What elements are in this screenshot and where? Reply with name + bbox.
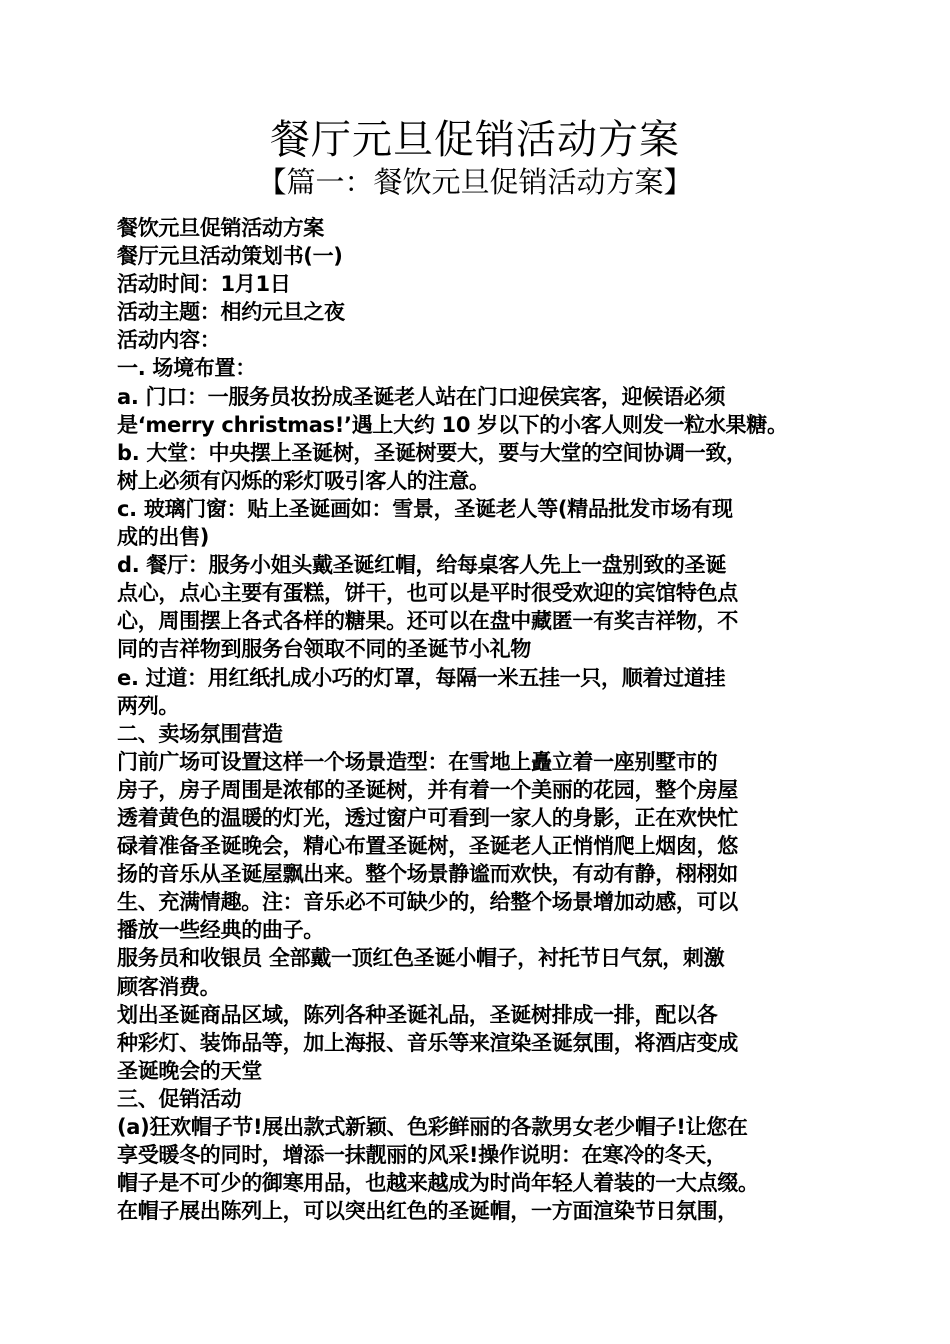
body-line: 树上必须有闪烁的彩灯吸引客人的注意。 — [117, 468, 490, 493]
body-line: d. 餐厅：服务小姐头戴圣诞红帽，给每桌客人先上一盘别致的圣诞 — [117, 553, 727, 578]
body-line: 圣诞晚会的天堂 — [117, 1058, 262, 1083]
document-body — [117, 214, 847, 1225]
body-line: 透着黄色的温暖的灯光，透过窗户可看到一家人的身影，正在欢快忙 — [117, 805, 738, 830]
body-line: 餐饮元旦促销活动方案 — [117, 216, 324, 240]
body-line: 是‘merry christmas!’遇上大约 10 岁以下的小客人则发一粒水果糖。 — [117, 412, 788, 437]
body-line: 二、卖场氛围营造 — [117, 721, 283, 746]
body-line: 活动内容： — [117, 328, 221, 353]
document-subtitle: 【篇一：餐饮元旦促销活动方案】 — [257, 165, 693, 199]
body-line: 生、充满情趣。注：音乐必不可缺少的，给整个场景增加动感，可以 — [117, 890, 738, 915]
body-line: a. 门口：一服务员妆扮成圣诞老人站在门口迎侯宾客，迎候语必须 — [117, 384, 726, 409]
body-line: 餐厅元旦活动策划书(一) — [117, 244, 343, 269]
body-line: 扬的音乐从圣诞屋飘出来。整个场景静谧而欢快，有动有静，栩栩如 — [117, 862, 738, 887]
body-line: 成的出售) — [117, 525, 210, 550]
document-title: 餐厅元旦促销活动方案 — [270, 117, 680, 163]
body-line: 享受暖冬的同时，增添一抹靓丽的风采!操作说明：在寒冷的冬天， — [117, 1143, 727, 1168]
body-line: 一. 场境布置： — [117, 356, 256, 381]
body-line: 活动时间：1月1日 — [117, 272, 291, 297]
body-line: 种彩灯、装饰品等，加上海报、音乐等来渲染圣诞氛围，将酒店变成 — [117, 1030, 738, 1055]
body-line: 碌着准备圣诞晚会，精心布置圣诞树，圣诞老人正悄悄爬上烟囱，悠 — [117, 834, 738, 859]
body-line: 在帽子展出陈列上，可以突出红色的圣诞帽，一方面渲染节日氛围， — [117, 1199, 738, 1224]
body-line: 三、促销活动 — [117, 1086, 242, 1111]
body-line: (a)狂欢帽子节!展出款式新颖、色彩鲜丽的各款男女老少帽子!让您在 — [117, 1115, 748, 1139]
body-line: 划出圣诞商品区域，陈列各种圣诞礼品，圣诞树排成一排，配以各 — [117, 1002, 718, 1027]
body-line: 门前广场可设置这样一个场景造型：在雪地上矗立着一座别墅市的 — [117, 749, 718, 774]
body-line: 房子，房子周围是浓郁的圣诞树，并有着一个美丽的花园，整个房屋 — [117, 777, 738, 802]
body-line: 同的吉祥物到服务台领取不同的圣诞节小礼物 — [117, 637, 531, 662]
body-line: 活动主题：相约元旦之夜 — [117, 300, 345, 325]
body-line: e. 过道：用红纸扎成小巧的灯罩，每隔一米五挂一只，顺着过道挂 — [117, 665, 726, 690]
body-line: 心，周围摆上各式各样的糖果。还可以在盘中藏匿一有奖吉祥物，不 — [117, 609, 738, 634]
body-line: 两列。 — [117, 693, 180, 718]
body-line: 播放一些经典的曲子。 — [117, 918, 324, 943]
body-line: 帽子是不可少的御寒用品，也越来越成为时尚年轻人着装的一大点缀。 — [117, 1171, 759, 1196]
body-line: b. 大堂：中央摆上圣诞树，圣诞树要大，要与大堂的空间协调一致， — [117, 440, 747, 465]
body-line: 顾客消费。 — [117, 974, 221, 999]
body-line: 点心，点心主要有蛋糕，饼干，也可以是平时很受欢迎的宾馆特色点 — [117, 581, 738, 606]
body-line: c. 玻璃门窗：贴上圣诞画如：雪景，圣诞老人等(精品批发市场有现 — [117, 496, 733, 521]
body-line: 服务员和收银员 全部戴一顶红色圣诞小帽子，衬托节日气氛，刺激 — [117, 946, 725, 971]
